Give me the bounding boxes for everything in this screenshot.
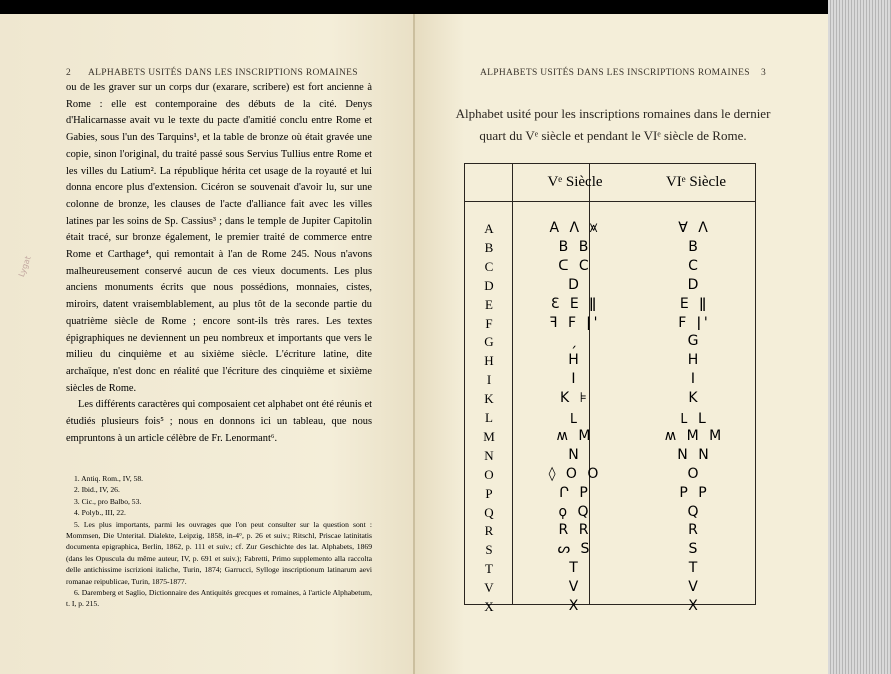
row-fifth-century-forms-R: R R (558, 522, 592, 539)
right-page-number: 3 (761, 68, 766, 78)
top-black-bar (0, 0, 891, 14)
row-sixth-century-forms-A: Ɐ Ʌ (678, 220, 711, 236)
row-sixth-century-forms-K: K (688, 390, 701, 407)
paragraph-1: ou de les graver sur un corps dur (exarare, scribere) est fort ancienne à Rome : elle est contemporaine des débuts de la cité. Denys d'Halicarnasse avait vu le texte du pacte d'amitié conclu entre Rome et Gabies, sous l'un des Tarquins¹, et la table de bronze où était gravée une copie, sinon l'original, du traité passé sous Servius Tullius entre Rome et les villes du Latium². La république hérita cet usage de la royauté et lui donna encore plus d'extension. Cicéron se souvenait d'avoir lu, sur une colonne de bronze, les clauses de l'acte d'alliance fait avec les villes latines par les soins de Sp. Cassius³ ; dans le temple de Jupiter Capitolin était tracé, sur bronze également, le premier traité de commerce entre Rome et Carthage⁴, qui remontait à l'an de Rome 245. Nous n'avons malheureusement conservé aucun de ces vieux documents. Les plus anciens monuments écrits que nous possédions, monnaies, cistes, miroirs, datent vraisemblablement, au plus tôt de la seconde partie du quatrième siècle de Rome ; encore sont-ils très rares. Les textes épigraphiques ne deviennent un peu nombreux et importants que vers le milieu du cinquième et au sixième siècle. L'écriture latine, dite archaïque, n'est donc en réalité que l'écriture des cinquième et sixième siècles de Rome. (66, 82, 372, 394)
row-letter-O: O (484, 466, 494, 482)
row-fifth-century-forms-O: ◊ O O (548, 465, 602, 482)
row-letter-V: V (484, 580, 494, 596)
table-title-line-1: Alphabet usité pour les inscriptions romaines dans le dernier (455, 106, 771, 121)
row-sixth-century-forms-X: X (688, 598, 701, 614)
row-sixth-century-forms-Q: Q (687, 503, 702, 520)
left-page-number: 2 (66, 68, 71, 78)
row-sixth-century-forms-G: G (687, 333, 702, 350)
row-sixth-century-forms-P: P P (679, 484, 710, 501)
row-fifth-century-forms-Q: ϙ Q (558, 503, 592, 520)
footnote-5: 5. Les plus importants, parmi les ouvrages que l'on peut consulter sur la question sont : Mommsen, Die Unterital. Dialekte, Leipzig, 1858, in-4°, p. 26 et suiv.; Ritschl, Priscae latinitatis documenta epigraphica, Berlin, 1862, p. 111 et suiv.; cf. Zur Geschichte des lat. Alphabets, 1869 (dans les Opuscula du même auteur, IV, p. 691 et suiv.); Fabretti, Primo supplemento alla raccolta delle antichissime iscrizioni italiche, Turin, 1874; Garrucci, Sylloge inscriptionum latinarum aevi romanae reipublicae, Turin, 1875-1877. (66, 519, 372, 586)
row-letter-P: P (485, 485, 493, 501)
row-sixth-century-forms-H: H (687, 352, 702, 369)
row-fifth-century-forms-I: I (571, 371, 579, 388)
row-letter-G: G (484, 334, 494, 350)
row-letter-Q: Q (484, 504, 494, 520)
row-fifth-century-forms-D: D (568, 276, 582, 293)
row-sixth-century-forms-C: C (688, 257, 701, 274)
row-sixth-century-forms-E: E ǁ (679, 295, 710, 312)
left-body-text (66, 80, 372, 447)
row-sixth-century-forms-I: I (690, 371, 699, 388)
row-sixth-century-forms-T: T (688, 560, 701, 577)
table-title-line-2: quart du Vᵉ siècle et pendant le VIᵉ siècle de Rome. (479, 128, 747, 143)
row-sixth-century-forms-N: N N (677, 446, 712, 463)
row-letter-F: F (485, 315, 493, 331)
row-letter-B: B (484, 239, 494, 255)
header-sixth-century: VIᵉ Siècle (665, 174, 727, 190)
row-sixth-century-forms-D: D (687, 276, 702, 293)
row-sixth-century-forms-L: Ⳑ L (680, 411, 709, 427)
table-title (452, 103, 774, 147)
row-fifth-century-forms-P: Ր P (559, 484, 591, 501)
row-fifth-century-forms-N: N (568, 446, 582, 463)
row-fifth-century-forms-C: ᑕ C (558, 257, 592, 274)
row-sixth-century-forms-R: R (688, 522, 701, 539)
row-letter-D: D (484, 277, 494, 293)
row-fifth-century-forms-T: T (569, 560, 581, 577)
row-fifth-century-forms-H: H (568, 352, 582, 369)
row-fifth-century-forms-S: ᔕ S (557, 541, 593, 558)
row-letter-H: H (484, 353, 494, 369)
row-fifth-century-forms-X: X (568, 598, 582, 614)
footnote-4: 4. Polyb., III, 22. (74, 508, 126, 518)
row-letter-C: C (484, 258, 494, 274)
row-letter-A: A (484, 221, 494, 236)
row-sixth-century-forms-M: ʍ M M (664, 427, 725, 444)
row-fifth-century-forms-L: Ⳑ (569, 411, 581, 427)
right-running-head: ALPHABETS USITÉS DANS LES INSCRIPTIONS ROMAINES (480, 68, 750, 78)
row-sixth-century-forms-B: B (688, 238, 701, 255)
left-running-head: ALPHABETS USITÉS DANS LES INSCRIPTIONS ROMAINES (88, 68, 358, 78)
row-fifth-century-forms-B: B B (558, 238, 592, 255)
row-fifth-century-forms-G: ˏ (570, 333, 580, 350)
row-fifth-century-forms-K: K ⊧ (560, 390, 590, 407)
row-letter-T: T (485, 561, 493, 577)
row-sixth-century-forms-V: V (688, 579, 701, 596)
row-sixth-century-forms-S: S (688, 541, 701, 558)
row-letter-S: S (485, 542, 493, 558)
row-sixth-century-forms-O: O (687, 465, 702, 482)
paragraph-2: Les différents caractères qui composaient cet alphabet ont été réunis et étudiés plusieurs fois⁵ ; nous en donnons ici un tableau, que nous empruntons à un article célèbre de Fr. Lenormant⁶. (66, 399, 372, 444)
footnote-2: 2. Ibid., IV, 26. (74, 485, 120, 495)
row-letter-I: I (486, 372, 492, 388)
table-header-rule (465, 201, 755, 202)
row-letter-M: M (483, 428, 495, 444)
row-letter-L: L (485, 410, 493, 425)
header-fifth-century: Vᵉ Siècle (547, 174, 603, 190)
row-fifth-century-forms-V: V (568, 579, 582, 596)
row-letter-E: E (485, 296, 493, 312)
row-fifth-century-forms-M: ʍ M (556, 427, 594, 444)
row-letter-K: K (484, 391, 494, 407)
row-sixth-century-forms-F: F ǀ' (678, 314, 711, 331)
book-page-edges (828, 0, 891, 674)
footnote-6: 6. Daremberg et Saglio, Dictionnaire des Antiquités grecques et romaines, à l'article Alphabetum, t. I, p. 215. (66, 588, 372, 609)
row-fifth-century-forms-E: Ɛ E ǁ (550, 295, 600, 312)
footnote-3: 3. Cic., pro Balbo, 53. (74, 496, 142, 506)
margin-annotation: Lygat (16, 254, 33, 279)
row-fifth-century-forms-A: A Ʌ ⩙ (549, 220, 601, 236)
row-fifth-century-forms-F: ꟻ F ǀ' (549, 314, 601, 331)
footnotes (66, 473, 372, 610)
footnote-1: 1. Antiq. Rom., IV, 58. (74, 474, 144, 483)
row-letter-X: X (484, 599, 494, 614)
row-letter-R: R (484, 523, 494, 539)
row-letter-N: N (484, 447, 494, 463)
